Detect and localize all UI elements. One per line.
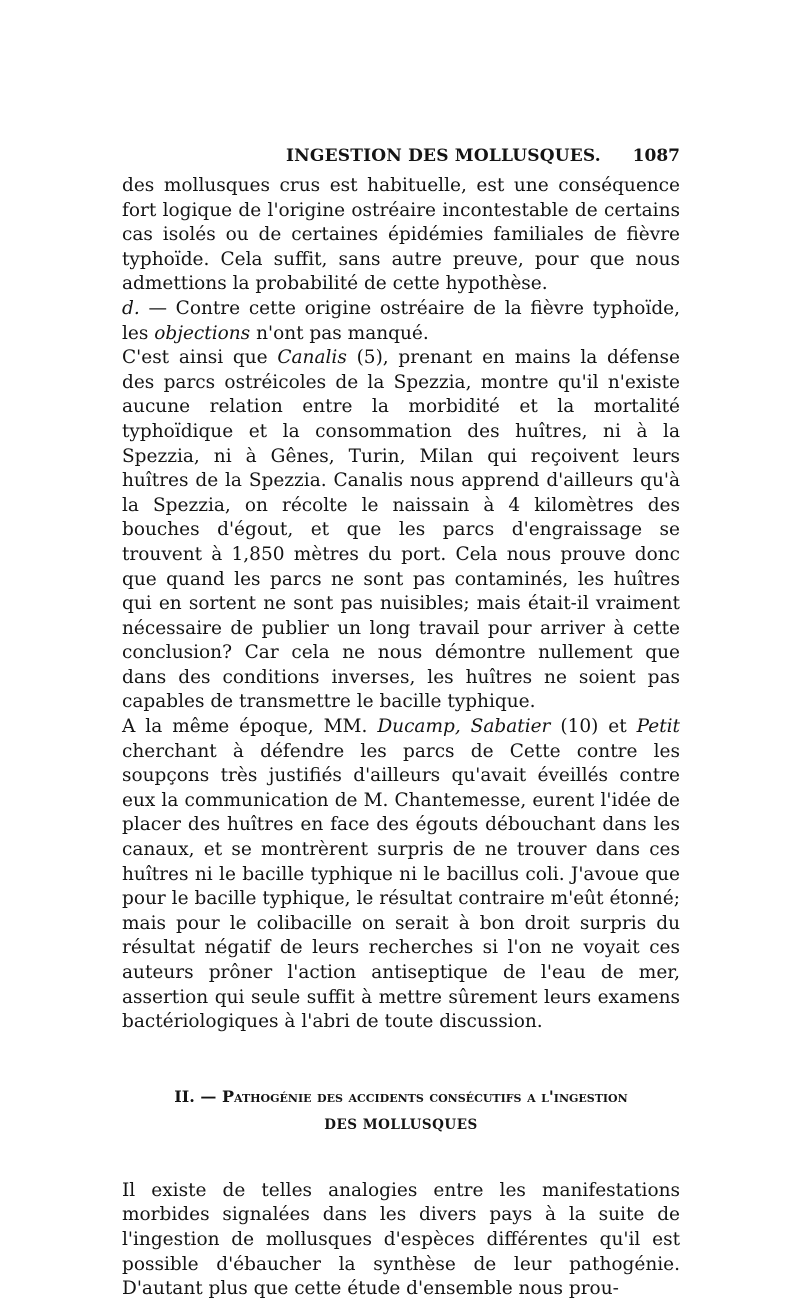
running-head xyxy=(122,146,680,170)
paragraph-canalis xyxy=(122,346,680,715)
paragraph-text: (10) et xyxy=(550,716,637,738)
paragraph-text: A la même époque, MM. xyxy=(122,716,378,738)
paragraph-pathogenie: Il existe de telles analogies entre les manifestations morbides signalées dans les divers pays à la suite de l'ingestion de mollusques d'espèces différentes qu'il est possible d'ébaucher la synthèse de leur pathogénie. D'autant plus que cette étude d'ensemble nous prou- xyxy=(122,1179,680,1300)
page-number: 1087 xyxy=(632,146,680,166)
section-title-line2: DES MOLLUSQUES xyxy=(324,1116,478,1133)
section-numeral: II. — xyxy=(174,1086,217,1106)
paragraph-text: (5), prenant en mains la défense des parcs ostréicoles de la Spezzia, montre qu'il n'existe aucune relation entre la morbidité et la mortalité typhoïdique et la consommation des huîtres, ni à la Spezzia, ni à Gênes, Turin, Milan qui reçoivent leurs huîtres de la Spezzia. Canalis nous apprend d'ailleurs qu'à la Spezzia, on récolte le naissain à 4 kilomètres des bouches d'égout, et que les parcs d'engraissage se trouvent à 1,850 mètres du port. Cela nous prouve donc que quand les parcs ne sont pas contaminés, les huîtres qui en sortent ne sont pas nuisibles; mais était-il vraiment nécessaire de publier un long travail pour arriver à cette conclusion? Car cela ne nous démontre nullement que dans des conditions inverses, les huîtres ne soient pas capables de transmettre le bacille typhique. xyxy=(122,347,680,713)
paragraph-continuation: des mollusques crus est habituelle, est une conséquence fort logique de l'origine ostréaire incontestable de certains cas isolés ou de certaines épidémies familiales de fièvre typhoïde. Cela suffit, sans autre preuve, pour que nous admettions la probabilité de cette hypothèse. xyxy=(122,175,680,295)
paragraph-text: n'ont pas manqué. xyxy=(250,322,429,344)
paragraph-text: cherchant à défendre les parcs de Cette contre les soupçons très justifiés d'ailleurs qu'avait éveillés contre eux la communication de M. Chantemesse, eurent l'idée de placer des huîtres en face des égouts débouchant dans les canaux, et se montrèrent surpris de ne trouver dans ces huîtres ni le bacille typhique ni le bacillus coli. J'avoue que pour le bacille typhique, le résultat contraire m'eût étonné; mais pour le colibacille on serait à bon droit surpris du résultat négatif de leurs recherches si l'on ne voyait ces auteurs prôner l'action antiseptique de l'eau de mer, assertion qui seule suffit à mettre sûrement leurs examens bactériologiques à l'abri de toute discussion. xyxy=(122,740,680,1033)
paragraph-ducamp xyxy=(122,715,680,1035)
paragraph-objections xyxy=(122,297,680,346)
author-name: Petit xyxy=(636,716,680,738)
paragraph-text: — Contre cette origine ostréaire de la fièvre typhoïde, les xyxy=(122,297,680,344)
section-title: Pathogénie des accidents consécutifs a l'ingestion xyxy=(221,1086,628,1106)
running-title: INGESTION DES MOLLUSQUES. xyxy=(286,146,601,166)
section-body-text xyxy=(122,1179,680,1302)
book-page xyxy=(122,146,680,1302)
italic-term: objections xyxy=(154,322,251,344)
author-name: Ducamp, Sabatier xyxy=(377,716,551,738)
section-heading xyxy=(122,1083,680,1139)
paragraph-text: C'est ainsi que xyxy=(122,347,278,369)
author-name: Canalis xyxy=(277,347,347,369)
body-text xyxy=(122,174,680,1035)
section-marker: d. xyxy=(122,297,140,319)
